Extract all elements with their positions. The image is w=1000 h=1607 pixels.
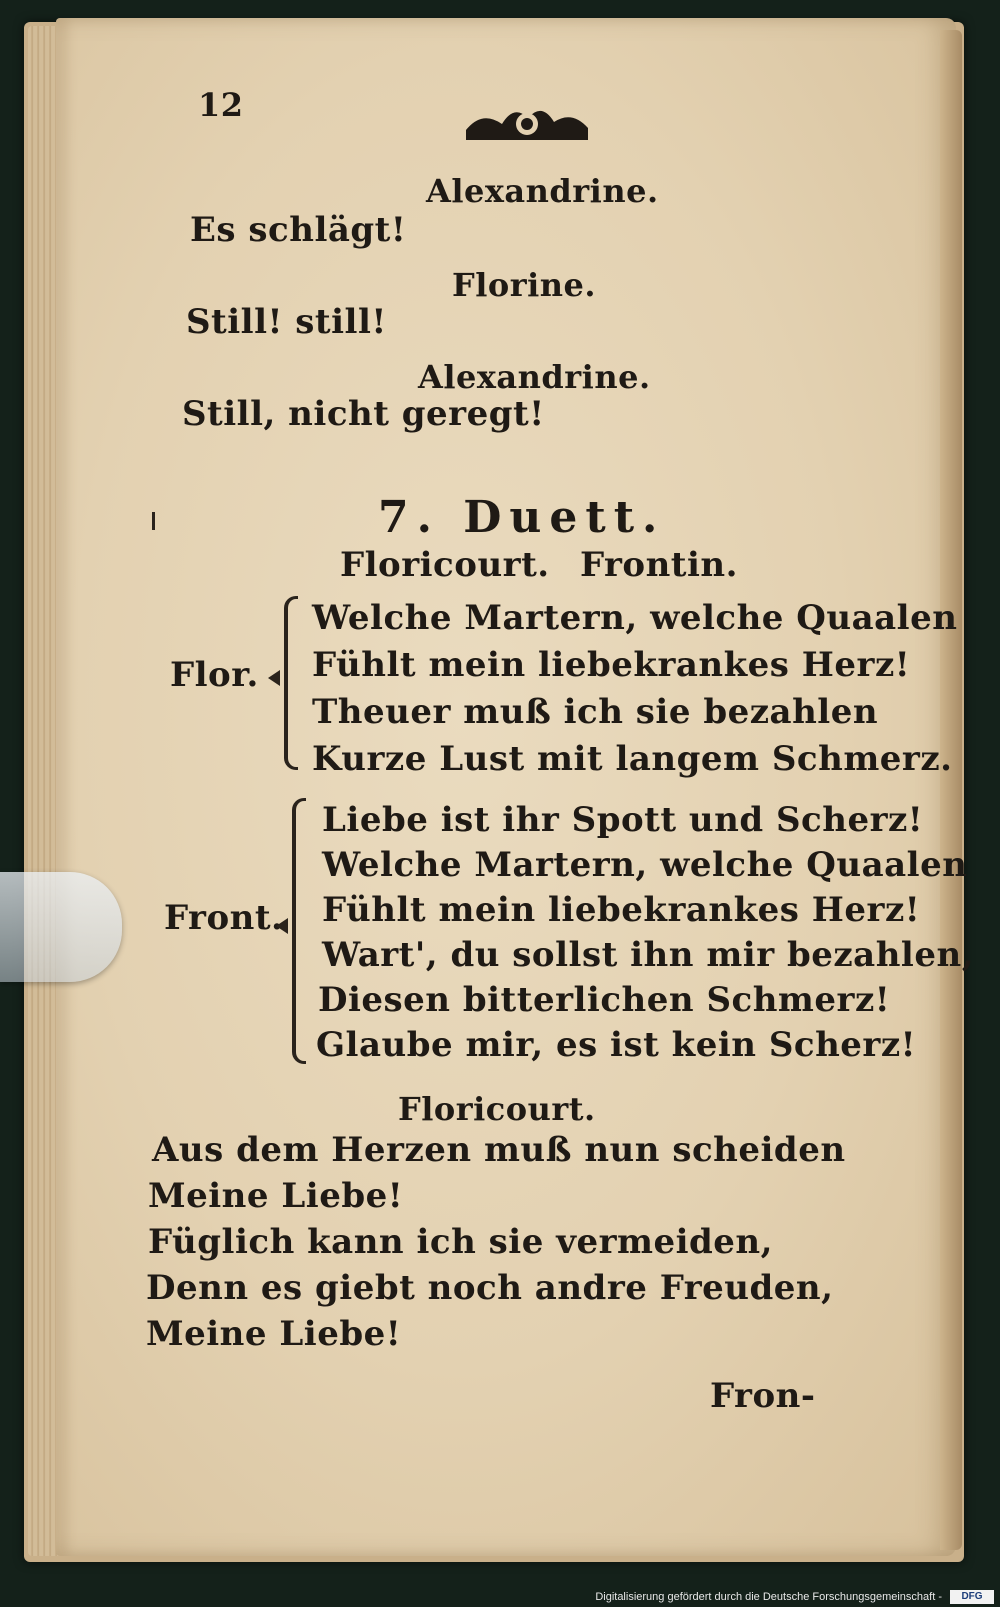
page-number: 12 [198,86,244,124]
speaker-alexandrine-2: Alexandrine. [418,358,651,396]
duett-singers: Floricourt. Frontin. [340,545,738,585]
front-line-1: Liebe ist ihr Spott und Scherz! [322,800,924,840]
duett-title: 7. Duett. [378,492,666,543]
floricourt-line-2: Meine Liebe! [148,1176,404,1216]
floricourt-line-1: Aus dem Herzen muß nun scheiden [152,1130,846,1170]
line-still-still: Still! still! [186,302,387,342]
catchword: Fron- [710,1376,816,1416]
speaker-floricourt: Floricourt. [398,1090,596,1128]
ornament-icon [462,100,592,148]
margin-mark [152,512,155,530]
flor-line-2: Fühlt mein liebekrankes Herz! [312,645,911,685]
flor-line-1: Welche Martern, welche Quaalen [312,598,958,638]
flor-line-4: Kurze Lust mit langem Schmerz. [312,739,953,779]
front-line-2: Welche Martern, welche Quaalen [322,845,968,885]
speaker-florine: Florine. [452,266,596,304]
role-front: Front. [164,898,284,938]
floricourt-line-5: Meine Liebe! [146,1314,402,1354]
floricourt-line-4: Denn es giebt noch andre Freuden, [146,1268,834,1308]
brace-front-point [276,918,288,934]
dfg-logo: DFG [950,1590,994,1604]
front-line-3: Fühlt mein liebekrankes Herz! [322,890,921,930]
role-flor: Flor. [170,655,259,695]
floricourt-line-3: Füglich kann ich sie vermeiden, [148,1222,773,1262]
front-line-4: Wart', du sollst ihn mir bezahlen, [322,935,975,975]
brace-flor [284,596,298,770]
line-es-schlaegt: Es schlägt! [190,210,407,250]
line-still-nicht-geregt: Still, nicht geregt! [182,394,545,434]
page-clip [0,872,122,982]
front-line-5: Diesen bitterlichen Schmerz! [318,980,891,1020]
digitization-credit: Digitalisierung gefördert durch die Deutsche Forschungsgemeinschaft - [595,1591,942,1603]
front-line-6: Glaube mir, es ist kein Scherz! [316,1025,917,1065]
flor-line-3: Theuer muß ich sie bezahlen [312,692,879,732]
brace-front [292,798,306,1064]
right-page-edge [940,30,962,1550]
brace-flor-point [268,670,280,686]
speaker-alexandrine-1: Alexandrine. [426,172,659,210]
